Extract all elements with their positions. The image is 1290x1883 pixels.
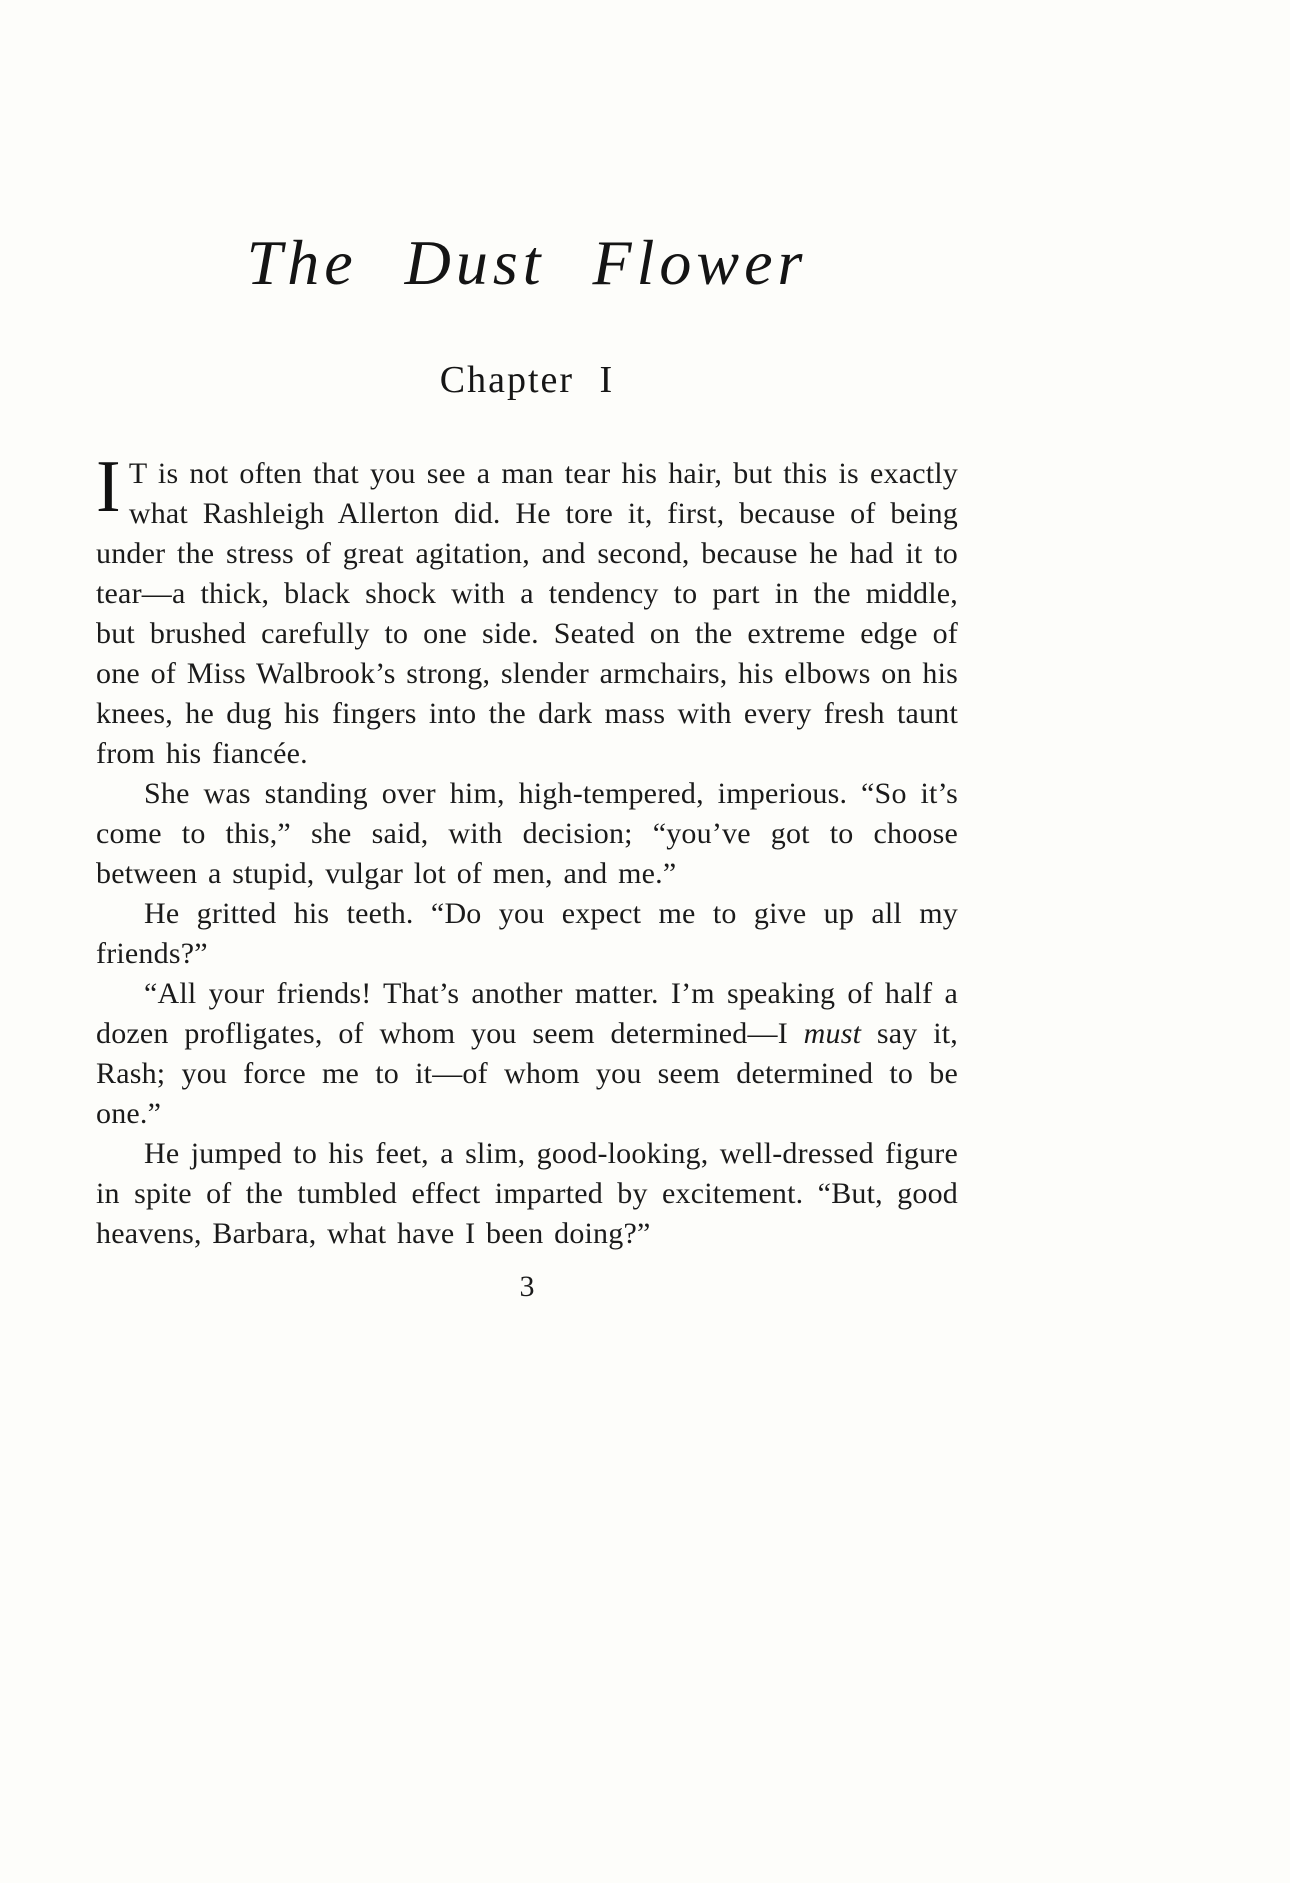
paragraph: She was standing over him, high-tempered, imperious. “So it’s come to this,” she said, with decision; “you’ve got to choose between a stupid, vulgar lot of men, and me.”: [96, 777, 958, 890]
emphasized-word: must: [803, 1017, 862, 1050]
paragraph-text: T is not often that you see a man tear his hair, but this is exactly what Rashleigh Allerton did. He tore it, first, because of being under the stress of great agitation, and second, because he had it to tear—a thick, black shock with a tendency to part in the middle, but brushed carefully to one side. Seated on the extreme edge of one of Miss Walbrook’s strong, slender armchairs, his elbows on his knees, he dug his fingers into the dark mass with every fresh taunt from his fiancée.: [96, 457, 958, 770]
paragraph-text: “All your friends! That’s another matter. I’m speaking of half a dozen profligates, of whom you seem determined—I: [96, 977, 958, 1050]
content-column: [96, 0, 958, 1304]
page-number: 3: [519, 1270, 535, 1303]
paragraph: [96, 446, 958, 774]
paragraph-text: say it, Rash; you force me to it—of whom you seem determined to be one.”: [96, 1017, 958, 1130]
paragraph: [96, 974, 958, 1134]
body-text: [96, 446, 958, 1254]
drop-cap: I: [96, 446, 121, 528]
paragraph: He jumped to his feet, a slim, good-looking, well-dressed figure in spite of the tumbled effect imparted by excitement. “But, good heavens, Barbara, what have I been doing?”: [96, 1137, 958, 1250]
book-title: The Dust Flower: [246, 227, 808, 298]
chapter-heading: Chapter I: [439, 359, 615, 401]
paragraph: He gritted his teeth. “Do you expect me to give up all my friends?”: [96, 897, 958, 970]
